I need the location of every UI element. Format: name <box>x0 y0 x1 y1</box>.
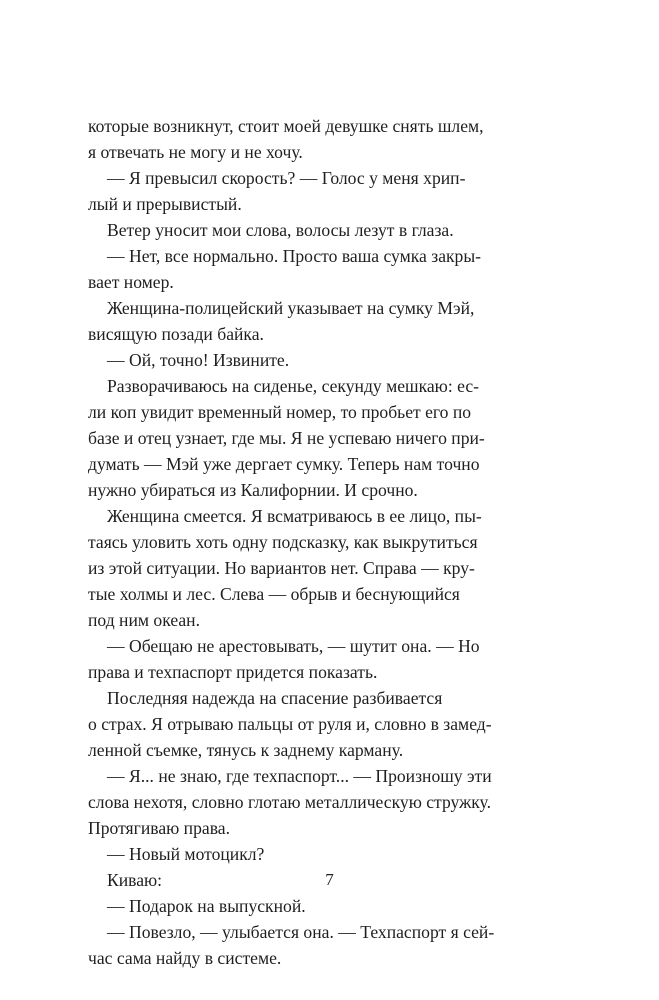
text-line-17: таясь уловить хоть одну подсказку, как выкрутиться <box>88 532 478 552</box>
text-line-3: — Я превысил скорость? — Голос у меня хрип- <box>107 168 466 188</box>
text-line-12: ли коп увидит временный номер, то пробьет его по <box>88 402 472 422</box>
text-line-28: Протягиваю права. <box>88 818 230 838</box>
text-line-10: — Ой, точно! Извините. <box>107 350 290 370</box>
text-line-26: — Я... не знаю, где техпаспорт... — Произношу эти <box>107 766 492 786</box>
text-line-9: висящую позади байка. <box>88 324 264 344</box>
text-line-18: из этой ситуации. Но вариантов нет. Справа — кру- <box>88 558 475 578</box>
text-line-33: час сама найду в системе. <box>88 948 282 968</box>
text-line-8: Женщина-полицейский указывает на сумку Мэй, <box>107 298 475 318</box>
text-line-11: Разворачиваюсь на сиденье, секунду мешкаю: ес- <box>107 376 480 396</box>
text-line-1: которые возникнут, стоит моей девушке снять шлем, <box>88 116 484 136</box>
text-line-19: тые холмы и лес. Слева — обрыв и беснующийся <box>88 584 460 604</box>
text-line-27: слова нехотя, словно глотаю металлическую стружку. <box>88 792 491 812</box>
text-line-14: думать — Мэй уже дергает сумку. Теперь нам точно <box>88 454 480 474</box>
text-line-30: Киваю: <box>107 870 163 890</box>
text-line-4: лый и прерывистый. <box>88 194 242 214</box>
text-line-32: — Повезло, — улыбается она. — Техпаспорт я сей- <box>107 922 495 942</box>
text-line-6: — Нет, все нормально. Просто ваша сумка закры- <box>107 246 482 266</box>
page-number: 7 <box>325 870 334 889</box>
text-line-25: ленной съемке, тянусь к заднему карману. <box>88 740 404 760</box>
text-line-2: я отвечать не могу и не хочу. <box>88 142 303 162</box>
text-line-23: Последняя надежда на спасение разбивается <box>107 688 443 708</box>
text-line-31: — Подарок на выпускной. <box>107 896 306 916</box>
text-line-21: — Обещаю не арестовывать, — шутит она. — Но <box>107 636 480 656</box>
text-line-13: базе и отец узнает, где мы. Я не успеваю ничего при- <box>88 428 485 448</box>
text-line-24: о страх. Я отрываю пальцы от руля и, словно в замед- <box>88 714 492 734</box>
text-line-22: права и техпаспорт придется показать. <box>88 662 378 682</box>
text-line-7: вает номер. <box>88 272 174 292</box>
text-line-29: — Новый мотоцикл? <box>107 844 265 864</box>
text-line-16: Женщина смеется. Я всматриваюсь в ее лицо, пы- <box>107 506 482 526</box>
text-line-20: под ним океан. <box>88 610 200 630</box>
text-line-15: нужно убираться из Калифорнии. И срочно. <box>88 480 418 500</box>
text-line-5: Ветер уносит мои слова, волосы лезут в глаза. <box>107 220 454 240</box>
